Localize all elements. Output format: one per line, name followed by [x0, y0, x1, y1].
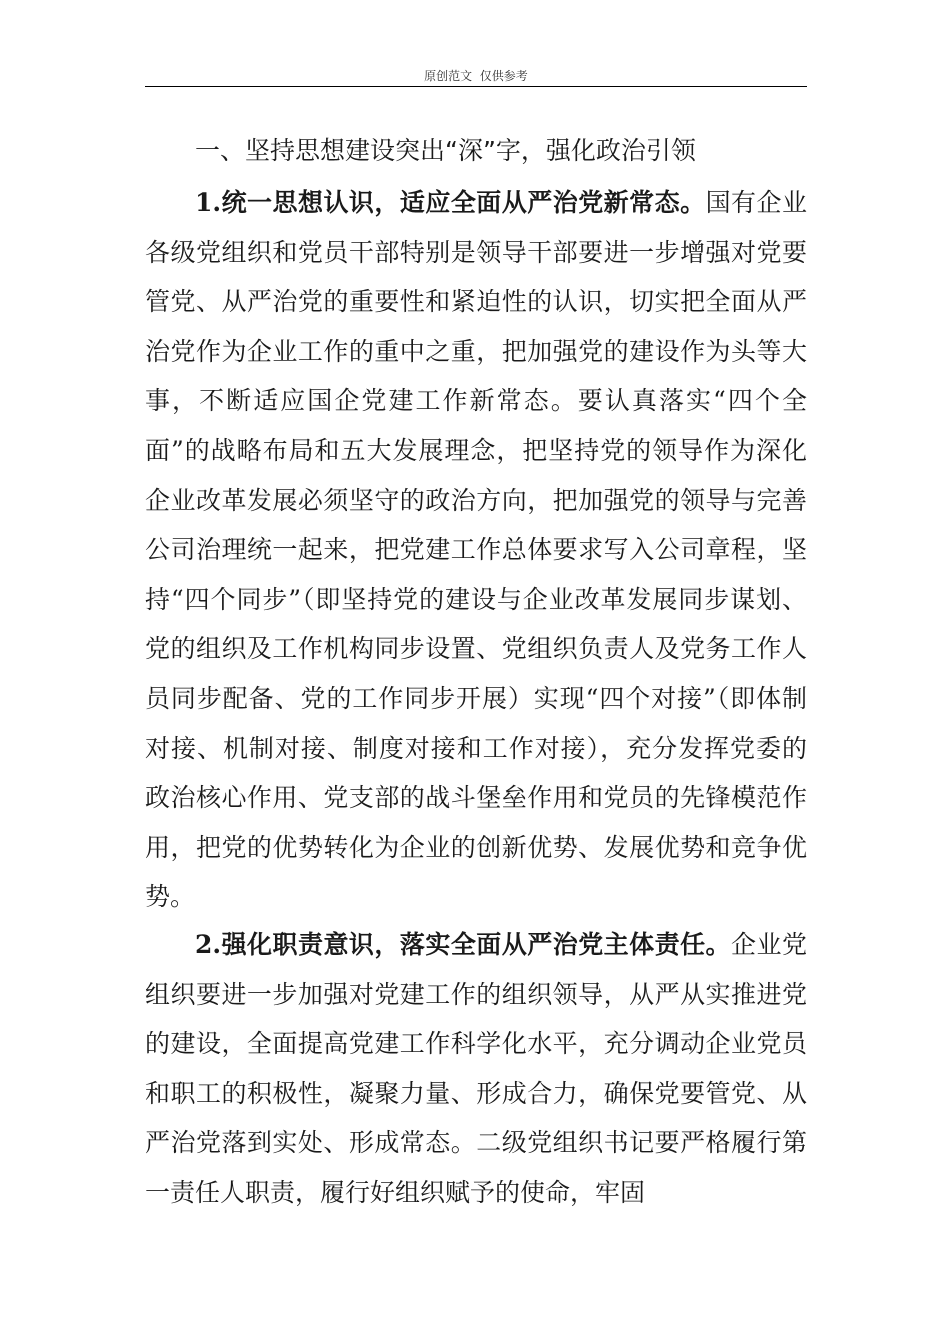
paragraph-1: [145, 178, 807, 922]
paragraph-1-lead: 1.统一思想认识，适应全面从严治党新常态。: [195, 188, 706, 217]
paragraph-2: [145, 920, 807, 1218]
paragraph-2-body: 企业党组织要进一步加强对党建工作的组织领导，从严从实推进党的建设，全面提高党建工作科学化水平，充分调动企业党员和职工的积极性，凝聚力量、形成合力，确保党要管党、从严治党落到实处、形成常态。二级党组织书记要严格履行第一责任人职责，履行好组织赋予的使命，牢固: [145, 930, 807, 1207]
section-heading: 一、坚持思想建设突出“深”字，强化政治引领: [195, 136, 696, 165]
page-header: 原创范文 仅供参考: [424, 69, 528, 83]
header-divider: [145, 86, 807, 87]
paragraph-2-lead: 2.强化职责意识，落实全面从严治党主体责任。: [195, 930, 732, 959]
paragraph-1-body: 国有企业各级党组织和党员干部特别是领导干部要进一步增强对党要管党、从严治党的重要性和紧迫性的认识，切实把全面从严治党作为企业工作的重中之重，把加强党的建设作为头等大事，不断适应国企党建工作新常态。要认真落实“四个全面”的战略布局和五大发展理念，把坚持党的领导作为深化企业改革发展必须坚守的政治方向，把加强党的领导与完善公司治理统一起来，把党建工作总体要求写入公司章程，坚持“四个同步”（即坚持党的建设与企业改革发展同步谋划、党的组织及工作机构同步设置、党组织负责人及党务工作人员同步配备、党的工作同步开展）实现“四个对接”（即体制对接、机制对接、制度对接和工作对接），充分发挥党委的政治核心作用、党支部的战斗堡垒作用和党员的先锋模范作用，把党的优势转化为企业的创新优势、发展优势和竞争优势。: [145, 188, 807, 912]
